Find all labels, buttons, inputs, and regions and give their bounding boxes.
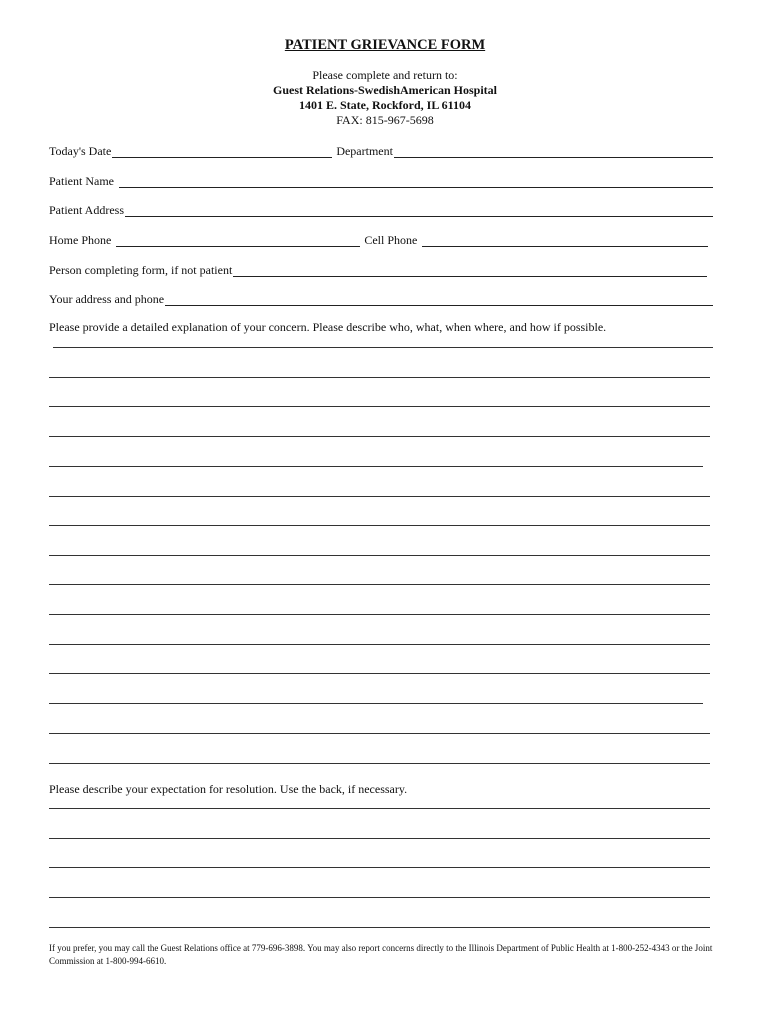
return-instruction: Please complete and return to: (312, 68, 458, 82)
concern-line[interactable] (49, 703, 703, 704)
department-field[interactable] (394, 146, 713, 158)
resolution-line[interactable] (49, 808, 710, 809)
concern-line[interactable] (49, 496, 710, 497)
concern-line[interactable] (49, 673, 710, 674)
patient-name-row (49, 172, 713, 188)
person-completing-field[interactable] (233, 265, 707, 277)
date-department-row (49, 142, 713, 158)
resolution-line[interactable] (49, 838, 710, 839)
concern-line[interactable] (49, 555, 710, 556)
home-phone-label: Home Phone (49, 233, 112, 247)
footer-note: If you prefer, you may call the Guest Relations office at 779-696-3898. You may also report concerns directly to the Illinois Department of Public Health at 1-800-252-4343 or the Joint Commission at 1-800-994-6610. (49, 943, 713, 966)
your-address-row (49, 290, 713, 306)
patient-name-field[interactable] (119, 176, 713, 188)
person-completing-label: Person completing form, if not patient (49, 263, 233, 277)
concern-prompt: Please provide a detailed explanation of your concern. Please describe who, what, when where, and how if possible. (49, 320, 607, 334)
patient-address-field[interactable] (125, 205, 713, 217)
your-address-label: Your address and phone (49, 292, 165, 306)
concern-line[interactable] (49, 436, 710, 437)
concern-line[interactable] (49, 644, 710, 645)
home-phone-field[interactable] (116, 235, 360, 247)
concern-line[interactable] (49, 377, 710, 378)
phone-row (49, 231, 713, 247)
patient-address-label: Patient Address (49, 203, 124, 217)
cell-phone-field[interactable] (422, 235, 708, 247)
form-title: PATIENT GRIEVANCE FORM (284, 37, 486, 53)
concern-line[interactable] (49, 733, 710, 734)
concern-line[interactable] (49, 466, 703, 467)
todays-date-field[interactable] (112, 146, 332, 158)
hospital-address: 1401 E. State, Rockford, IL 61104 (298, 98, 471, 112)
concern-line[interactable] (49, 525, 710, 526)
hospital-fax: FAX: 815-967-5698 (336, 113, 434, 127)
concern-line[interactable] (49, 763, 710, 764)
patient-name-label: Patient Name (49, 174, 114, 188)
resolution-prompt: Please describe your expectation for resolution. Use the back, if necessary. (49, 782, 408, 796)
concern-line[interactable] (49, 584, 710, 585)
concern-line[interactable] (49, 614, 710, 615)
todays-date-label: Today's Date (49, 144, 112, 158)
patient-address-row (49, 201, 713, 217)
resolution-line[interactable] (49, 897, 710, 898)
resolution-line[interactable] (49, 927, 710, 928)
your-address-field[interactable] (165, 294, 713, 306)
person-completing-row (49, 261, 713, 277)
hospital-name: Guest Relations-SwedishAmerican Hospital (272, 83, 497, 97)
resolution-line[interactable] (49, 867, 710, 868)
concern-line[interactable] (49, 406, 710, 407)
concern-line[interactable] (53, 347, 713, 348)
cell-phone-label: Cell Phone (364, 233, 418, 247)
department-label: Department (336, 144, 393, 158)
